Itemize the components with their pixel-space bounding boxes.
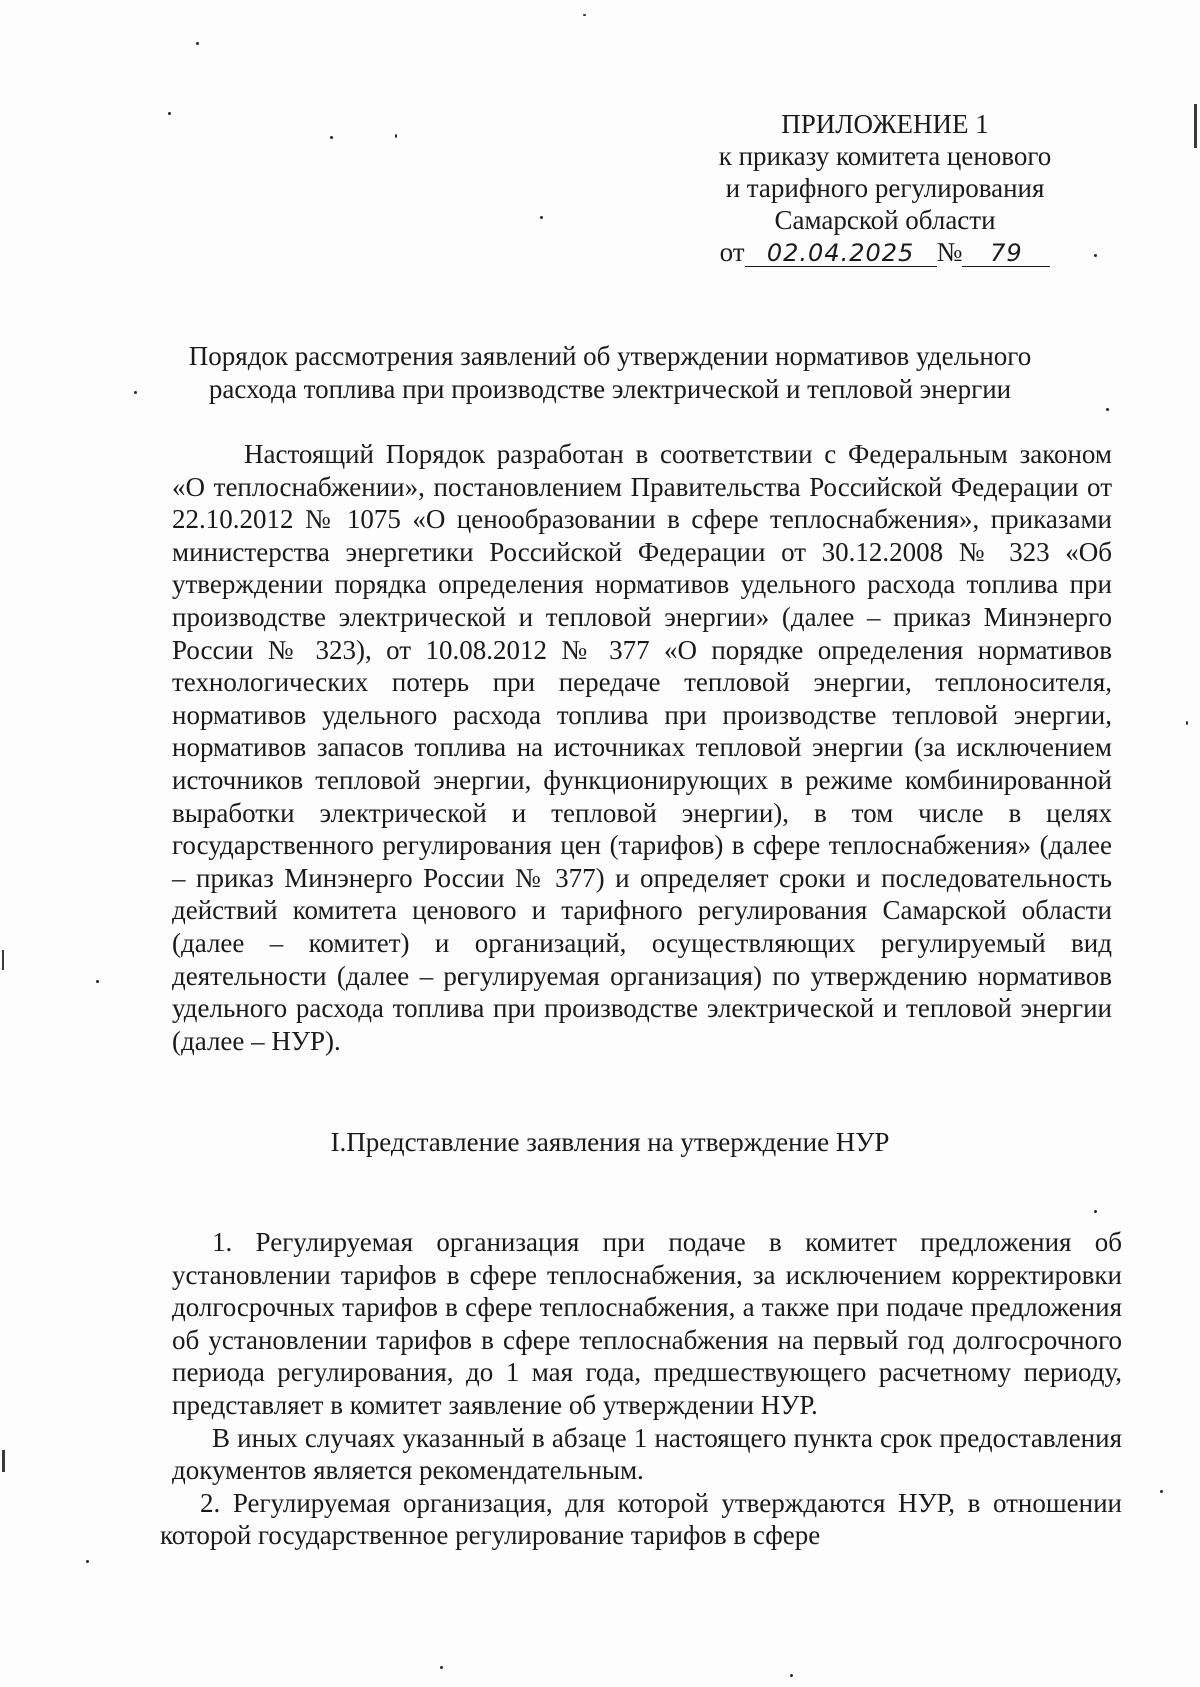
section-items: [160, 1226, 1122, 1552]
scan-speck: [395, 134, 397, 138]
order-date-number-line: [690, 236, 1080, 268]
scan-speck: [86, 1560, 89, 1563]
scan-speck: [196, 42, 199, 45]
document-title-line: расхода топлива при производстве электрической и тепловой энергии: [208, 374, 1012, 404]
scan-speck: [1094, 254, 1097, 257]
appendix-line: к приказу комитета ценового: [718, 141, 1052, 171]
appendix-line: и тарифного регулирования: [725, 173, 1045, 203]
appendix-line: Самарской области: [774, 205, 996, 235]
scan-speck: [440, 1666, 443, 1669]
scan-speck: [1094, 1210, 1097, 1213]
item-paragraph: 2. Регулируемая организация, для которой утверждаются НУР, в отношении которой государственное регулирование тарифов в сфере: [160, 1487, 1122, 1551]
scan-edge-mark: [1194, 104, 1197, 148]
scan-edge-mark: [2, 1450, 5, 1472]
scan-speck: [540, 216, 543, 219]
scan-speck: [96, 980, 99, 983]
scan-speck: [1106, 408, 1109, 411]
handwritten-number: 79: [962, 240, 1050, 267]
scan-speck: [168, 112, 171, 115]
scan-edge-mark: [2, 950, 4, 970]
item-paragraph: 1. Регулируемая организация при подаче в комитет предложения об установлении тарифов в сфере теплоснабжения, за исключением корректировки долгосрочных тарифов в сфере теплоснабжения, а также при подаче предложения об установлении тарифов в сфере теплоснабжения на первый год долгосрочного периода регулирования, до 1 мая года, предшествующего расчетному периоду, представляет в комитет заявление об утверждении НУР.: [172, 1227, 1122, 1420]
scan-speck: [583, 14, 586, 16]
intro-paragraph: Настоящий Порядок разработан в соответствии с Федеральным законом «О теплоснабжении», постановлением Правительства Российской Федерации от 22.10.2012 № 1075 «О ценообразовании в сфере теплоснабжения», приказами министерства энергетики Российской Федерации от 30.12.2008 № 323 «Об утверждении порядка определения нормативов удельного расхода топлива при производстве электрической и тепловой энергии» (далее – приказ Минэнерго России № 323), от 10.08.2012 № 377 «О порядке определения нормативов технологических потерь при передаче тепловой энергии, теплоносителя, нормативов удельного расхода топлива при производстве тепловой энергии, нормативов запасов топлива на источниках тепловой энергии (за исключением источников тепловой энергии, функционирующих в режиме комбинированной выработки электрической и тепловой энергии), в том числе в целях государственного регулирования цен (тарифов) в сфере теплоснабжения» (далее – приказ Минэнерго России № 377) и определяет сроки и последовательность действий комитета ценового и тарифного регулирования Самарской области (далее – комитет) и организаций, осуществляющих регулируемый вид деятельности (далее – регулируемая организация) по утверждению нормативов удельного расхода топлива при производстве электрической и тепловой энергии (далее – НУР).: [172, 439, 1112, 1056]
intro-section: [172, 438, 1112, 1057]
section-heading: I.Представление заявления на утверждение НУР: [330, 1127, 890, 1157]
appendix-title: ПРИЛОЖЕНИЕ 1: [781, 109, 989, 139]
scan-speck: [330, 136, 333, 139]
item-paragraph: В иных случаях указанный в абзаце 1 настоящего пункта срок предоставления документов является рекомендательным.: [172, 1422, 1122, 1486]
scan-speck: [134, 391, 137, 394]
handwritten-date: 02.04.2025: [745, 240, 937, 267]
document-title: [150, 340, 1070, 406]
scan-speck: [1186, 721, 1188, 725]
scan-speck: [1160, 1490, 1163, 1493]
document-title-line: Порядок рассмотрения заявлений об утверждении нормативов удельного: [188, 341, 1032, 371]
from-label: от: [719, 237, 745, 267]
number-label: №: [936, 237, 963, 267]
appendix-block: [690, 108, 1080, 268]
scan-speck: [790, 1674, 793, 1677]
